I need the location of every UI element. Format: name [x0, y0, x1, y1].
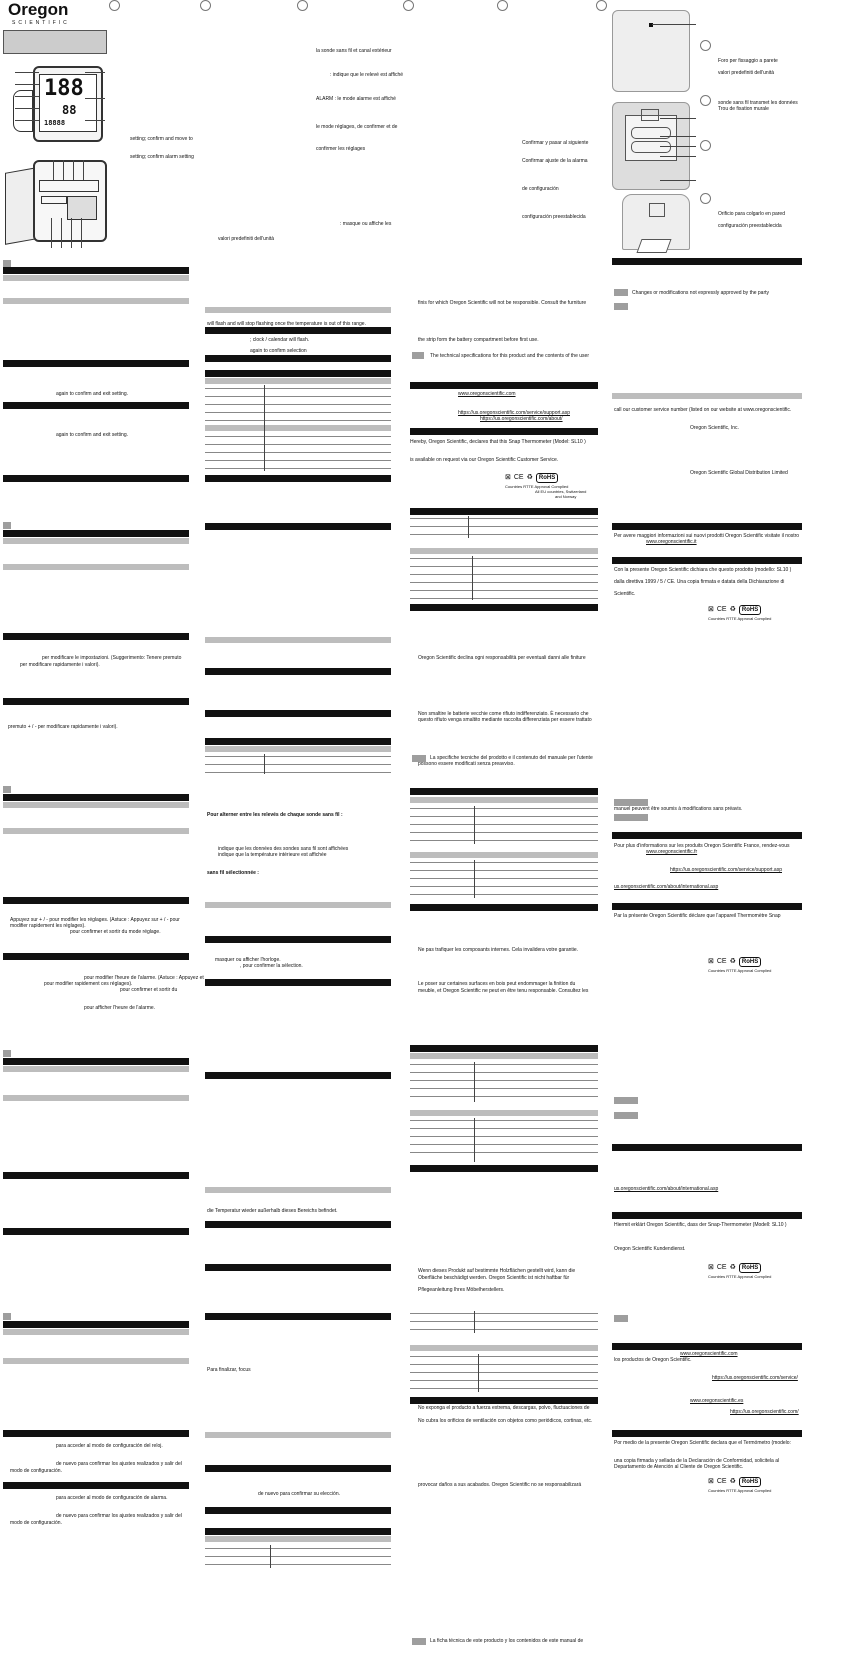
link[interactable]: https://us.oregonscientific.com/service/	[712, 1375, 798, 1381]
text: Changes or modifications not expressly approved by the party	[632, 290, 770, 296]
ce-mark-icon: CE	[716, 1264, 727, 1271]
text: indique que la température intérieure est affichée	[218, 852, 327, 858]
link[interactable]: www.oregonscientific.com	[680, 1351, 738, 1357]
brand-logo	[8, 0, 98, 26]
weee-icon: ⊠	[505, 474, 511, 481]
ce-mark-icon: CE	[716, 958, 727, 965]
text: Oberfläche beschädigt werden. Oregon Scientific ist nicht haftbar für	[418, 1275, 570, 1281]
text: per modificare rapidamente i valori).	[20, 662, 100, 668]
link[interactable]: us.oregonscientific.com/about/international.asp	[614, 1186, 719, 1192]
text: una copia firmada y sellada de la Declaración de Conformidad, solicitela al	[614, 1458, 780, 1464]
countries-text-3: and Norway	[555, 494, 577, 499]
text: Ne pas trafiquer les composants internes. Cela invalidera votre garantie.	[418, 947, 579, 953]
text: Foro per fissaggio a parete	[718, 58, 778, 64]
text: sans fil sélectionnée :	[207, 870, 259, 876]
link[interactable]: https://us.oregonscientific.com/service/support.asp	[458, 410, 570, 416]
text: Pour alterner entre les relevés de chaque sonde sans fil :	[207, 812, 343, 818]
recycle-icon: ♻	[526, 474, 533, 481]
ce-mark-icon: CE	[716, 1478, 727, 1485]
text: Oregon Scientific Global Distribution Limited	[690, 470, 788, 476]
text: valori predefiniti dell'unità	[218, 236, 274, 242]
text: again to confirm selection	[250, 348, 307, 354]
countries-text-2: All EU countries, Switzerland	[535, 489, 587, 494]
brand-name: Oregon	[8, 0, 69, 19]
rohs-badge: RoHS	[739, 957, 761, 967]
text: setting; confirm and move to	[130, 136, 193, 142]
text: Oregon Scientific, Inc.	[690, 425, 739, 431]
text: de configuración	[522, 186, 559, 192]
recycle-icon: ♻	[729, 1478, 736, 1485]
text: the strip form the battery compartment before first use.	[418, 337, 539, 343]
text: modo de configuración.	[10, 1520, 62, 1526]
text: ; clock / calendar will flash.	[250, 337, 310, 343]
text: Hereby, Oregon Scientific, declares that this Snap Thermometer (Model: SL10 )	[410, 439, 586, 445]
text: premuto + / - per modificare rapidamente i valori).	[8, 724, 118, 730]
text: de nuevo para confirmar los ajustes realizados y salir del	[56, 1513, 182, 1519]
device-front-illustration	[15, 62, 105, 140]
countries-text: Countries RTTE Approval Complied	[708, 616, 772, 621]
title-box	[3, 30, 107, 54]
countries-text: Countries RTTE Approval Complied	[708, 1488, 772, 1493]
link[interactable]: www.oregonscientific.fr	[646, 849, 698, 855]
text: per modificare le impostazioni. (Suggerimento: Tenere premuto	[42, 655, 182, 661]
text: , pour confirmer la sélection.	[240, 963, 303, 969]
device-back-illustration	[5, 160, 105, 250]
rohs-badge: RoHS	[739, 605, 761, 615]
link[interactable]: https://us.oregonscientific.com/service/support.asp	[670, 867, 782, 873]
text: indique que les données des sondes sans fil sont affichées	[218, 846, 349, 852]
text: die Temperatur wieder außerhalb dieses Bereichs befindet.	[207, 1208, 338, 1214]
text: possono essere modificati senza preavviso.	[418, 761, 515, 767]
text: No exponga el producto a fuerza extrema, descargas, polvo, fluctuaciones de	[418, 1405, 590, 1411]
text: configuración preestablecida	[522, 214, 586, 220]
countries-text: Countries RTTE Approval Complied	[505, 484, 569, 489]
text: modifier rapidement les réglages).	[10, 923, 86, 929]
text: la sonde sans fil et canal extérieur	[316, 48, 392, 54]
weee-icon: ⊠	[708, 958, 714, 965]
text: Confirmar y pasar al siguiente	[522, 140, 589, 146]
rohs-badge: RoHS	[739, 1477, 761, 1487]
text: : masque ou affiche les	[340, 221, 392, 227]
rohs-badge: RoHS	[739, 1263, 761, 1273]
text: los productos de Oregon Scientific.	[614, 1357, 692, 1363]
text: Wenn dieses Produkt auf bestimmte Holzflächen gestellt wird, kann die	[418, 1268, 576, 1274]
text: Le poser sur certaines surfaces en bois peut endommager la finition du	[418, 981, 576, 987]
text: Appuyez sur + / - pour modifier les réglages. (Astuce : Appuyez sur + / - pour	[10, 917, 180, 923]
text: questo rifiuto venga smaltito mediante raccolta differenziata per essere trattato	[418, 717, 592, 723]
text: valori predefiniti dell'unità	[718, 70, 774, 76]
text: le mode réglages, de confirmer et de	[316, 124, 398, 130]
text: Por medio de la presente Oregon Scientific declara que el Termómetro (modelo:	[614, 1440, 791, 1446]
ce-mark-icon: CE	[513, 474, 524, 481]
text: Con la presente Oregon Scientific dichiara che questo prodotto (modello: SL10 )	[614, 567, 792, 573]
text: manuel peuvent être soumis à modifications sans préavis.	[614, 806, 743, 812]
text: The technical specifications for this product and the contents of the user	[430, 353, 589, 359]
text: Par la présente Oregon Scientific déclare que l'appareil Thermomètre Snap	[614, 913, 781, 919]
text: provocar daños a sus acabados. Oregon Scientific no se responsabilizará	[418, 1482, 582, 1488]
text: Orificio para colgarlo en pared	[718, 211, 785, 217]
recycle-icon: ♻	[729, 958, 736, 965]
text: Pflegeanleitung Ihres Möbelherstellers.	[418, 1287, 505, 1293]
text: Para finalizar, focus	[207, 1367, 251, 1373]
text: La ficha técnica de este producto y los contenidos de este manual de	[430, 1638, 584, 1644]
compliance-marks	[708, 598, 771, 621]
text: Hiermit erklärt Oregon Scientific, dass der Snap-Thermometer (Modell: SL10 )	[614, 1222, 787, 1228]
link[interactable]: https://us.oregonscientific.com/	[730, 1409, 799, 1415]
link[interactable]: www.oregonscientific.it	[646, 539, 697, 545]
text: pour confirmer et sortir du mode réglage.	[70, 929, 161, 935]
text: again to confirm and exit setting.	[56, 432, 128, 438]
compliance-marks	[708, 1256, 771, 1279]
text: setting; confirm alarm setting	[130, 154, 194, 160]
link[interactable]: https://us.oregonscientific.com/about/	[480, 416, 563, 422]
compliance-marks	[505, 466, 586, 499]
compliance-marks	[708, 1470, 771, 1493]
text: de nuevo para confirmar su elección.	[258, 1491, 340, 1497]
text: Oregon Scientific Kundendienst.	[614, 1246, 686, 1252]
countries-text: Countries RTTE Approval Complied	[708, 1274, 772, 1279]
countries-text: Countries RTTE Approval Complied	[708, 968, 772, 973]
weee-icon: ⊠	[708, 606, 714, 613]
weee-icon: ⊠	[708, 1264, 714, 1271]
text: Confirmar ajuste de la alarma	[522, 158, 588, 164]
text: Oregon Scientific declina ogni responsabilità per eventuali danni alle finiture	[418, 655, 586, 661]
text: configuración preestablecida	[718, 223, 782, 229]
recycle-icon: ♻	[729, 1264, 736, 1271]
text: sonde sans fil transmet les données	[718, 100, 798, 106]
text: pour confirmer et sortir du	[120, 987, 178, 993]
text: call our customer service number (listed on our website at www.oregonscientific.	[614, 407, 792, 413]
text: : indique que le relevé est affiché	[330, 72, 404, 78]
text: Scientific.	[614, 591, 636, 597]
section-bar	[3, 267, 189, 274]
text: meuble, et Oregon Scientific ne peut en être tenu responsable. Consultez les	[418, 988, 589, 994]
rohs-badge: RoHS	[536, 473, 558, 483]
text: finis for which Oregon Scientific will not be responsible. Consult the furniture	[418, 300, 587, 306]
text: No cubra los orificios de ventilación con objetos como periódicos, cortinas, etc.	[418, 1418, 593, 1424]
text: pour afficher l'heure de l'alarme.	[84, 1005, 156, 1011]
text: will flash and will stop flashing once the temperature is out of this range.	[207, 321, 366, 327]
text: Pour plus d'informations sur les produits Oregon Scientific France, rendez-vous	[614, 843, 790, 849]
lcd-mid: 88	[62, 103, 77, 117]
text: dalla direttiva 1999 / 5 / CE. Una copia firmata e datata della Dichiarazione di	[614, 579, 785, 585]
sensor-front-illustration	[612, 10, 690, 92]
text: is available on request via our Oregon Scientific Customer Service.	[410, 457, 559, 463]
brand-sub: SCIENTIFIC	[12, 20, 70, 26]
text: Trou de fixation murale	[718, 106, 769, 112]
text: again to confirm and exit setting.	[56, 391, 128, 397]
text: Non smaltire le batterie vecchie come rifiuto indifferenziato. È necessario che	[418, 711, 589, 717]
lcd-big: 188	[44, 76, 84, 101]
link[interactable]: www.oregonscientific.com	[458, 391, 516, 397]
text: ALARM : le mode alarme est affiché	[316, 96, 396, 102]
link[interactable]: www.oregonscientific.es	[690, 1398, 744, 1404]
text: Per avere maggiori informazioni sui nuovi prodotti Oregon Scientific visitate il nostro	[614, 533, 800, 539]
text: pour modifier l'heure de l'alarme. (Astuce : Appuyez et	[84, 975, 204, 981]
text: para acceder al modo de configuración del reloj.	[56, 1443, 163, 1449]
ce-mark-icon: CE	[716, 606, 727, 613]
text: Departamento de Atención al Cliente de Oregon Scientific.	[614, 1464, 744, 1470]
text: modo de configuración.	[10, 1468, 62, 1474]
text: pour modifier rapidement ces réglages).	[44, 981, 133, 987]
text: La specifiche tecniche del prodotto e il contenuto del manuale per l'utente	[430, 755, 593, 761]
sensor-stand-illustration	[622, 194, 690, 250]
text: de nuevo para confirmar los ajustes realizados y salir del	[56, 1461, 182, 1467]
text: para acceder al modo de configuración de alarma.	[56, 1495, 168, 1501]
weee-icon: ⊠	[708, 1478, 714, 1485]
link[interactable]: us.oregonscientific.com/about/international.asp	[614, 884, 719, 890]
recycle-icon: ♻	[729, 606, 736, 613]
lcd-small: 18888	[44, 119, 66, 127]
compliance-marks	[708, 950, 771, 973]
text: masquer ou afficher l'horloge.	[215, 957, 281, 963]
text: confirmer les réglages	[316, 146, 366, 152]
